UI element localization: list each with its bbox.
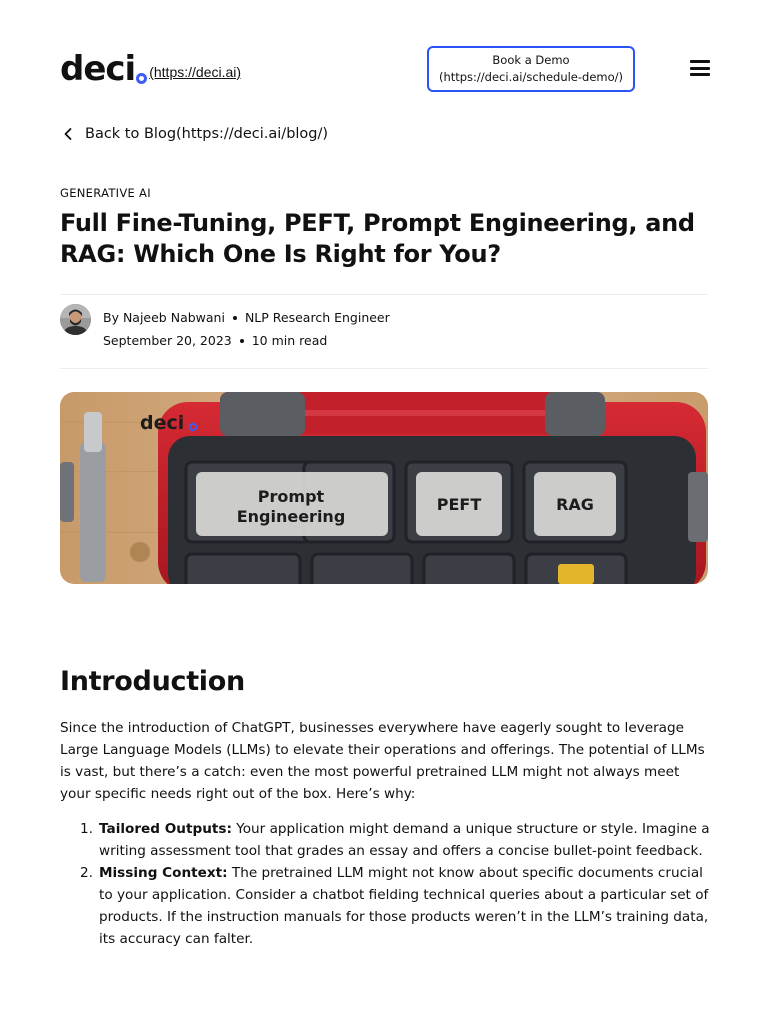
back-to-blog-link[interactable]	[60, 126, 328, 142]
hamburger-menu-icon[interactable]	[690, 60, 710, 76]
chevron-left-icon	[60, 126, 76, 142]
author-block	[60, 302, 708, 358]
site-logo-link[interactable]	[60, 49, 242, 89]
site-header	[60, 44, 710, 94]
back-to-blog-label: Back to Blog(https://deci.ai/blog/)	[85, 126, 329, 142]
book-demo-button[interactable]	[427, 46, 635, 92]
intro-paragraph: Since the introduction of ChatGPT, businesses everywhere have eagerly sought to leverage Large Language Models (LLMs) to elevate their operations and offerings. The potential of LLMs is vast, but there’s a catch: even the most powerful pretrained LLM might not always meet your specific needs right out of the box. Here’s why:	[60, 720, 705, 802]
reasons-list	[60, 818, 710, 950]
list-number: 1.	[80, 821, 93, 837]
section-heading-introduction: Introduction	[60, 666, 245, 697]
hero-label-prompt: Prompt	[257, 487, 325, 506]
hero-label-rag: RAG	[556, 495, 594, 514]
separator-dot	[233, 316, 237, 320]
author-meta-row	[103, 310, 390, 325]
article-title: Full Fine-Tuning, PEFT, Prompt Engineering, and RAG: Which One Is Right for You?	[60, 209, 695, 268]
date-meta-row	[103, 333, 327, 348]
hero-label-engineering: Engineering	[236, 507, 346, 526]
author-name[interactable]: By Najeeb Nabwani	[103, 310, 225, 325]
list-term: Missing Context:	[99, 865, 228, 881]
logo-wordmark: deci	[60, 49, 136, 89]
author-role: NLP Research Engineer	[244, 310, 390, 325]
separator-dot	[240, 339, 244, 343]
author-avatar	[60, 304, 91, 335]
publish-date: September 20, 2023	[103, 333, 232, 348]
hero-logo-text: deci	[140, 412, 185, 434]
divider-top	[60, 294, 708, 295]
list-text: Your application might demand a unique structure or style. Imagine a writing assessment tool that grades an essay and offers a concise bullet-point feedback.	[99, 821, 710, 859]
list-text: The pretrained LLM might not know about specific documents crucial to your application. Consider a chatbot fielding technical queries about a particular set of products. If the instruction manuals for those products weren’t in the LLM’s training data, its accuracy can falter.	[99, 865, 709, 947]
logo-dot-icon	[136, 73, 147, 84]
list-number: 2.	[80, 865, 93, 881]
book-demo-url: (https://deci.ai/schedule-demo/)	[438, 70, 624, 84]
list-term: Tailored Outputs:	[99, 821, 232, 837]
article-category[interactable]: GENERATIVE AI	[60, 186, 151, 200]
logo-url-text[interactable]: (https://deci.ai)	[149, 64, 242, 80]
hero-label-peft: PEFT	[436, 495, 482, 514]
list-item	[60, 862, 710, 950]
list-item	[60, 818, 710, 862]
hero-image	[60, 392, 708, 584]
book-demo-label: Book a Demo	[492, 53, 570, 67]
divider-bottom	[60, 368, 708, 369]
read-time: 10 min read	[251, 333, 328, 348]
